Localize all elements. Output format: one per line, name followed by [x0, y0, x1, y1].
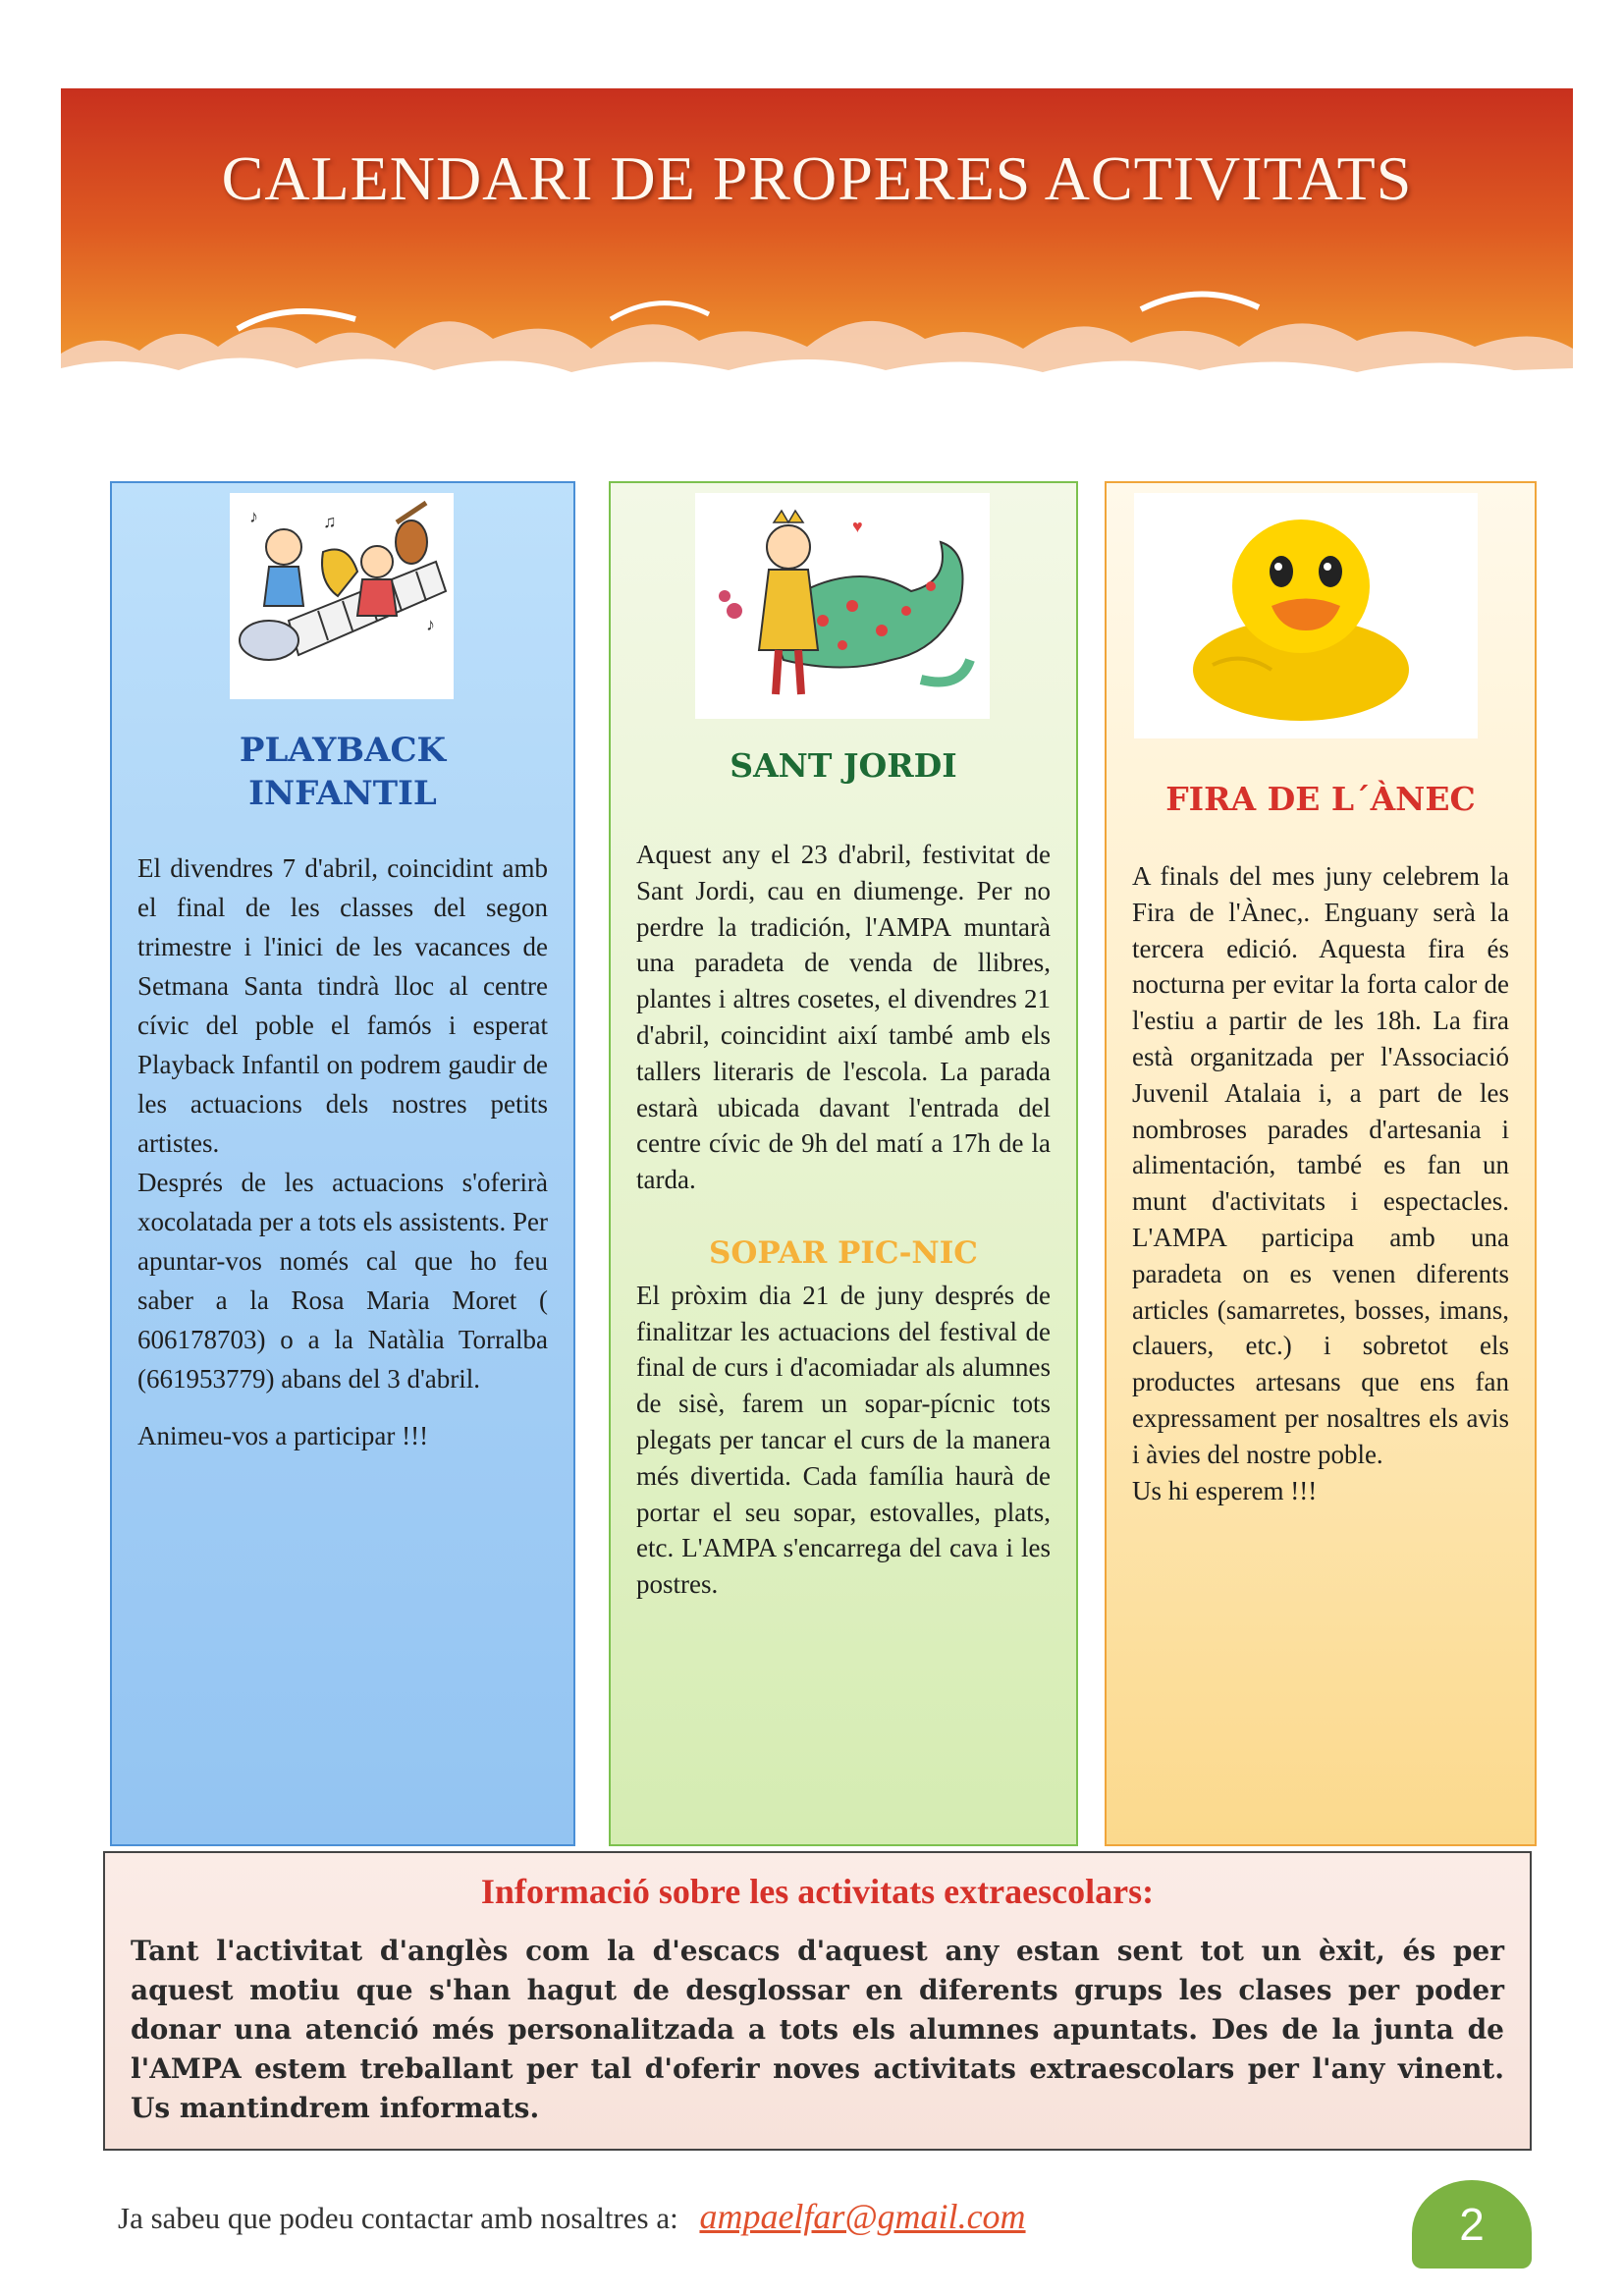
playback-heading — [112, 729, 573, 815]
santjordi-paragraph-1: Aquest any el 23 d'abril, festivitat de Sant Jordi, cau en diumenge. Per no perdre la tradición, l'AMPA muntarà una paradeta de venda de llibres, plantes i altres cosetes, el divendres 21 d'abril, coincidint així també amb els tallers literaris de l'escola. La parada estarà ubicada davant l'entrada del centre cívic de 9h del matí a 17h de la tarda. — [636, 840, 1051, 1195]
info-text: Tant l'activitat d'anglès com la d'escacs d'aquest any estan sent tot un èxit, és per aquest motiu que s'han hagut de desglossar en diferents grups les clases per poder donar una atenció més personalitzada a tots els alumnes apuntats. Des de la junta de l'AMPA estem treballant per tal d'oferir noves activitats extraescolars per l'any vinent. Us mantindrem informats. — [131, 1935, 1504, 2124]
playback-illustration — [230, 493, 454, 699]
fira-heading: FIRA DE L´ÀNEC — [1165, 780, 1476, 818]
info-title: Informació sobre les activitats extraescolars: — [480, 1872, 1155, 1911]
playback-paragraph-1: El divendres 7 d'abril, coincidint amb el final de les classes del segon trimestre i l'inici de les vacances de Setmana Santa tindrà lloc al centre cívic del poble el famós i esperat Playback Infantil on podrem gaudir de les actuacions dels nostres petits artistes. — [137, 853, 548, 1158]
playback-paragraph-3: Animeu-vos a participar !!! — [137, 1421, 429, 1450]
playback-heading-line2: INFANTIL — [248, 774, 437, 813]
rubber-duck-icon — [1134, 493, 1478, 738]
fira-paragraph-2: Us hi esperem !!! — [1132, 1475, 1318, 1505]
autumn-leaves-decoration — [61, 260, 1573, 398]
svg-text:♥: ♥ — [852, 517, 863, 536]
playback-paragraph-2: Després de les actuacions s'oferirà xocolatada per a tots els assistents. Per apuntar-vos només cal que ho feu saber a la Rosa Maria Moret ( 606178703) o a la Natàlia Torralba (661953779) abans del 3 d'abril. — [137, 1168, 548, 1394]
footer-contact-text: Ja sabeu que podeu contactar amb nosaltres a: — [118, 2201, 678, 2235]
fira-paragraph-1: A finals del mes juny celebrem la Fira de l'Ànec,. Enguany serà la tercera edició. Aquesta fira és nocturna per evitar la forta calor de l'estiu a partir de les 18h. La fira està organitzada per l'Associació Juvenil Atalaia i, a part de les nombroses parades d'artesania i alimentación, també es fan un munt d'activitats i espectacles. L'AMPA participa amb una paradeta on es venen diferents articles (samarretes, bosses, imans, clauers, etc.) i sobretot els productes artesans que ens fan expressament per nosaltres els avis i àvies del nostre poble. — [1132, 861, 1509, 1469]
santjordi-heading: SANT JORDI — [730, 746, 957, 785]
santjordi-illustration — [695, 493, 990, 719]
santjordi-body — [636, 837, 1051, 1603]
duck-illustration — [1134, 493, 1478, 738]
playback-column — [110, 481, 575, 1846]
svg-text:♪: ♪ — [426, 615, 435, 634]
footer-contact — [118, 2196, 1026, 2237]
fira-body — [1132, 858, 1509, 1508]
svg-text:♫: ♫ — [323, 512, 337, 531]
fira-column — [1105, 481, 1537, 1846]
page-title: CALENDARI DE PROPERES ACTIVITATS — [221, 143, 1413, 213]
header-banner — [61, 88, 1573, 398]
playback-heading-line1: PLAYBACK — [239, 731, 447, 770]
princess-dragon-icon — [695, 493, 990, 719]
sopar-picnic-heading: SOPAR PIC-NIC — [709, 1234, 978, 1271]
extracurricular-info-box — [103, 1851, 1532, 2151]
music-kids-icon — [230, 493, 454, 699]
svg-text:♪: ♪ — [249, 507, 258, 526]
page-number-badge: 2 — [1412, 2180, 1532, 2269]
playback-body — [137, 848, 548, 1455]
sopar-picnic-paragraph: El pròxim dia 21 de juny després de finalitzar les actuacions del festival de final de curs i d'acomiadar als alumnes de sisè, farem un sopar-pícnic tots plegats per tancar el curs de la manera més divertida. Cada família haurà de portar el seu sopar, estovalles, plats, etc. L'AMPA s'encarrega del cava i les postres. — [636, 1280, 1051, 1600]
santjordi-column — [609, 481, 1078, 1846]
contact-email-link[interactable]: ampaelfar@gmail.com — [699, 2197, 1026, 2236]
